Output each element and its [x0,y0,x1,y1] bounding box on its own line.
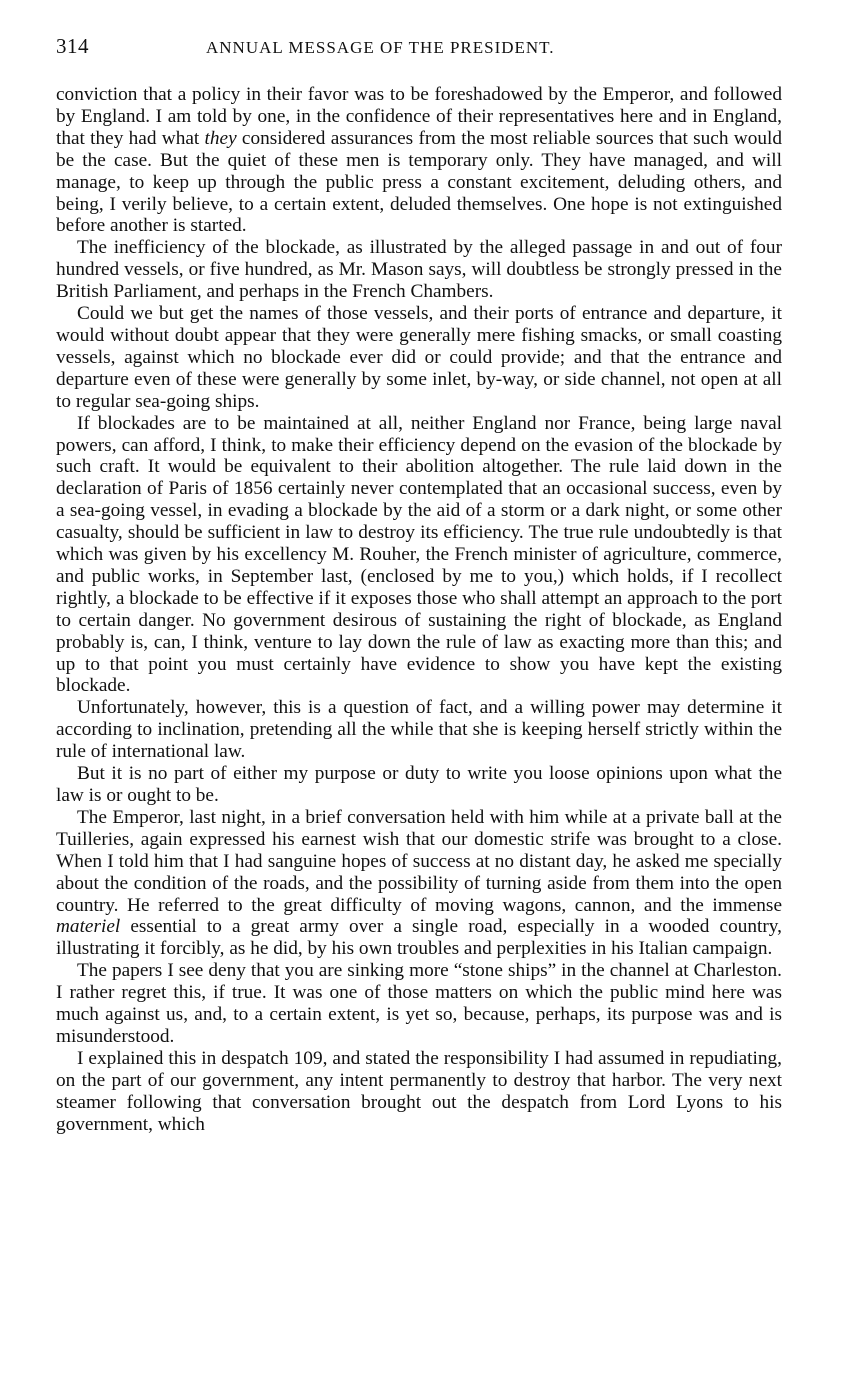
paragraph-7-text-a: The Emperor, last night, in a brief conversation held with him while at a private ball at the Tuilleries, again expressed his earnest wish that our domestic strife was brought to a close. When I told him that I had sanguine hopes of success at no distant day, he asked me specially about the condition of the roads, and the possibility of turning aside from them into the open country. He referred to the great difficulty of moving wagons, cannon, and the immense [56,806,782,916]
paragraph-2: The inefficiency of the blockade, as illustrated by the alleged passage in and out of four hundred vessels, or five hundred, as Mr. Mason says, will doubtless be strongly pressed in the British Parliament, and perhaps in the French Chambers. [56,237,782,303]
paragraph-6: But it is no part of either my purpose or duty to write you loose opinions upon what the law is or ought to be. [56,763,782,806]
paragraph-7-text-b: essential to a great army over a single road, especially in a wooded country, illustrating it forcibly, as he did, by his own troubles and perplexities in his Italian campaign. [56,916,782,960]
body-text [56,84,782,1136]
paragraph-9: I explained this in despatch 109, and stated the responsibility I had assumed in repudiating, on the part of our government, any intent permanently to destroy that harbor. The very next steamer following that conversation brought out the despatch from Lord Lyons to his government, which [56,1047,782,1135]
page-header [56,34,782,64]
document-page [56,34,782,1136]
paragraph-5: Unfortunately, however, this is a question of fact, and a willing power may determine it according to inclination, pretending all the while that she is keeping herself strictly within the rule of international law. [56,697,782,763]
paragraph-1-emphasis: they [204,127,237,149]
paragraph-3: Could we but get the names of those vessels, and their ports of entrance and departure, it would without doubt appear that they were generally mere fishing smacks, or small coasting vessels, against which no blockade ever did or could provide; and that the entrance and departure even of these were generally by some inlet, by-way, or side channel, not open at all to regular sea-going ships. [56,303,782,412]
paragraph-7 [56,807,782,960]
page-number: 314 [56,34,89,58]
paragraph-1 [56,84,782,237]
paragraph-7-emphasis: materiel [56,916,121,938]
paragraph-1-text-a: conviction that a policy in their favor was to be foreshadowed by the Emperor, and followed by England. I am told by one, in the confidence of their representatives here and in England, that they had what [56,84,782,149]
paragraph-8: The papers I see deny that you are sinking more “stone ships” in the channel at Charleston. I rather regret this, if true. It was one of those matters on which the public mind here was much against us, and, to a certain extent, is yet so, because, perhaps, its purpose was and is misunderstood. [56,960,782,1047]
running-title: ANNUAL MESSAGE OF THE PRESIDENT. [206,38,555,57]
paragraph-1-text-b: considered assurances from the most reliable sources that such would be the case. But the quiet of these men is temporary only. They have managed, and will manage, to keep up through the public press a constant excitement, deluding others, and being, I verily believe, to a certain extent, deluded themselves. One hope is not extinguished before another is started. [56,127,782,237]
paragraph-4: If blockades are to be maintained at all, neither England nor France, being large naval powers, can afford, I think, to make their efficiency depend on the evasion of the blockade by such craft. It would be equivalent to their abolition altogether. The rule laid down in the declaration of Paris of 1856 certainly never contemplated that an occasional success, even by a sea-going vessel, in evading a blockade by the aid of a storm or a dark night, or some other casualty, should be sufficient in law to destroy its efficiency. The true rule undoubtedly is that which was given by his excellency M. Rouher, the French minister of agriculture, commerce, and public works, in September last, (enclosed by me to you,) which holds, if I recollect rightly, a blockade to be effective if it exposes those who shall attempt an approach to the port to certain danger. No government desirous of sustaining the right of blockade, as England probably is, can, I think, venture to lay down the rule of law as exacting more than this; and up to that point you must certainly have evidence to show you have kept the existing blockade. [56,412,782,697]
